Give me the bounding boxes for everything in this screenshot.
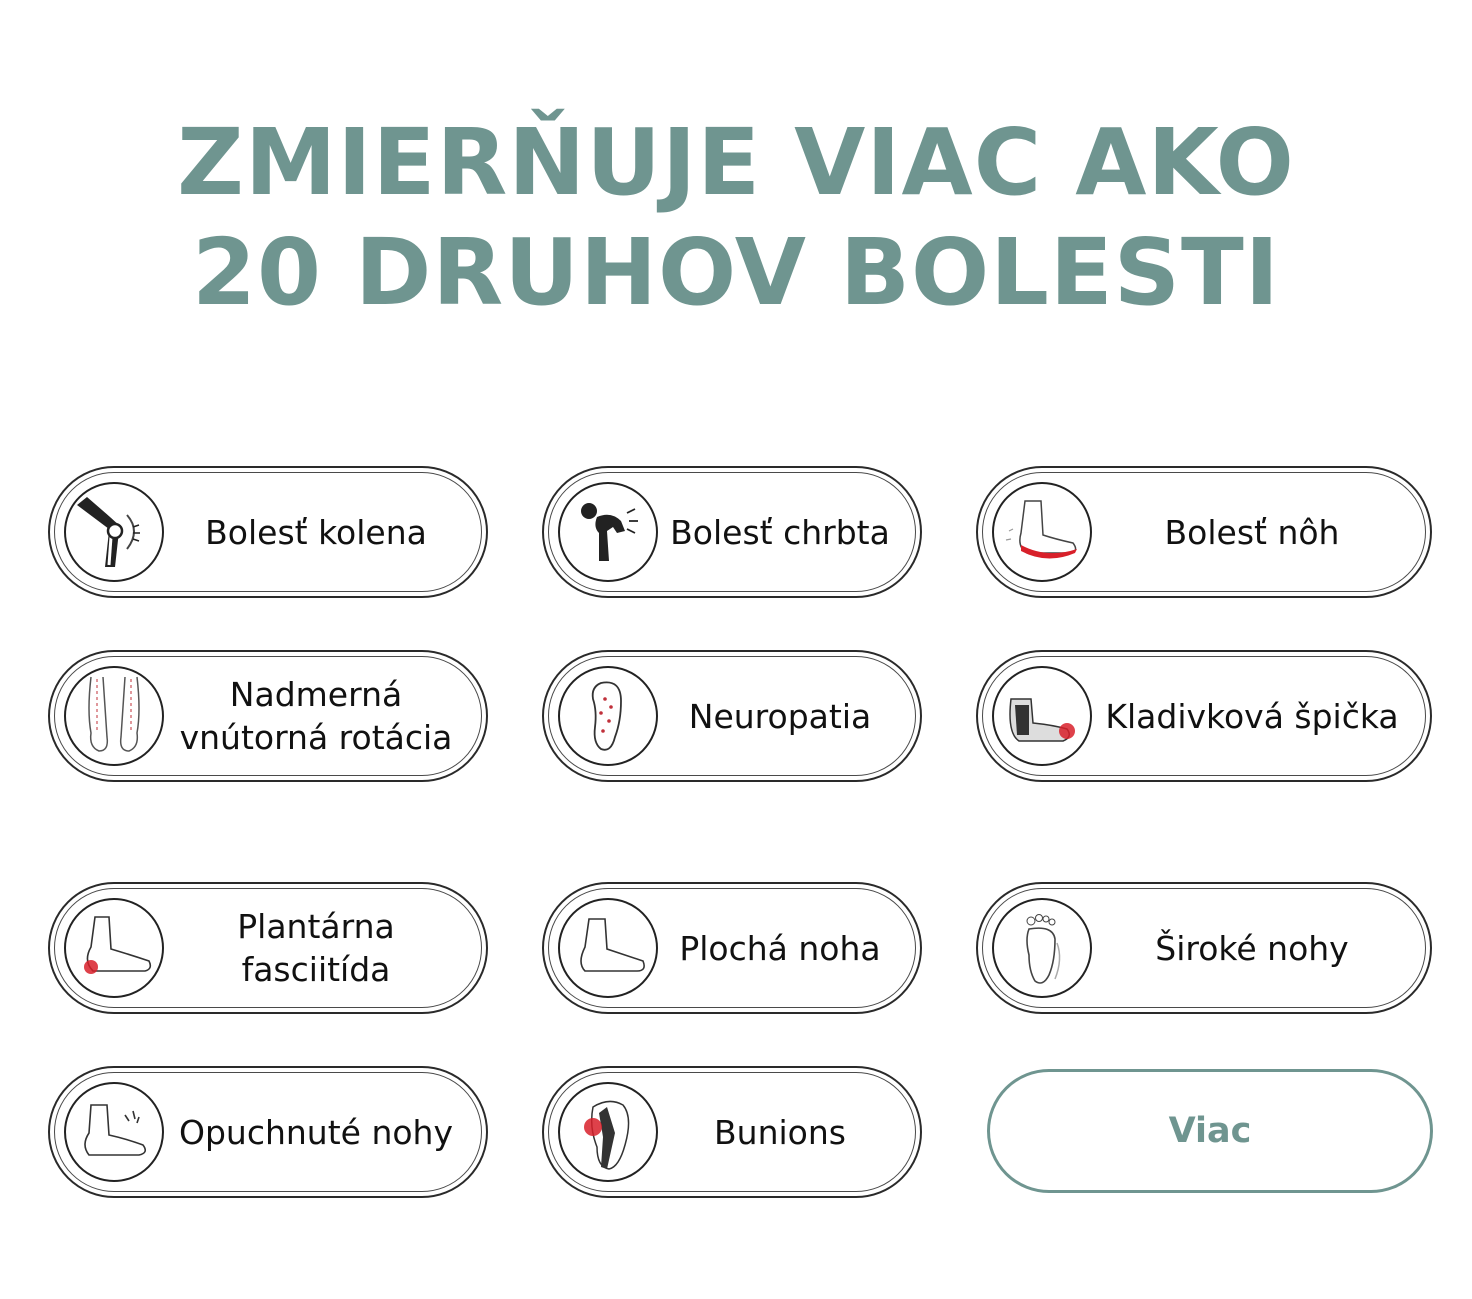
back-pain-icon: [558, 482, 658, 582]
condition-card-swollen-feet[interactable]: [48, 1066, 488, 1198]
condition-label: Bunions: [714, 1112, 846, 1152]
plantar-fasciitis-icon: [64, 898, 164, 998]
condition-card-feet[interactable]: [976, 466, 1432, 598]
condition-card-hammer-toe[interactable]: [976, 650, 1432, 782]
condition-label: Bolesť chrbta: [670, 512, 890, 552]
neuropathy-icon: [558, 666, 658, 766]
condition-card-wide-feet[interactable]: [976, 882, 1432, 1014]
foot-pain-icon: [992, 482, 1092, 582]
title-line-2: 20 DRUHOV BOLESTI: [192, 219, 1280, 326]
more-button[interactable]: Viac: [987, 1069, 1433, 1193]
condition-label: [162, 884, 470, 1012]
condition-label: Opuchnuté nohy: [178, 1112, 453, 1152]
flat-foot-icon: [558, 898, 658, 998]
condition-card-bunions[interactable]: [542, 1066, 922, 1198]
condition-card-flat-foot[interactable]: [542, 882, 922, 1014]
condition-label: Široké nohy: [1155, 928, 1349, 968]
bunion-icon: [558, 1082, 658, 1182]
knee-pain-icon: [64, 482, 164, 582]
condition-card-plantar-fasciitis[interactable]: [48, 882, 488, 1014]
condition-card-neuropathy[interactable]: [542, 650, 922, 782]
condition-card-overpronation[interactable]: [48, 650, 488, 782]
condition-label: Bolesť nôh: [1164, 512, 1340, 552]
condition-label-line-1: Plantárna: [237, 907, 395, 946]
overpronation-icon: [64, 666, 164, 766]
condition-label: Kladivková špička: [1105, 696, 1399, 736]
condition-label-line-2: fasciitída: [241, 950, 391, 989]
condition-card-knee[interactable]: [48, 466, 488, 598]
condition-label: Plochá noha: [679, 928, 881, 968]
condition-label-line-1: Nadmerná: [229, 675, 403, 714]
wide-feet-icon: [992, 898, 1092, 998]
condition-label: Neuropatia: [688, 696, 872, 736]
condition-label: [162, 652, 470, 780]
page-title: [0, 108, 1472, 328]
condition-card-back[interactable]: [542, 466, 922, 598]
condition-label: Bolesť kolena: [205, 512, 427, 552]
title-line-1: ZMIERŇUJE VIAC AKO: [177, 109, 1295, 216]
hammer-toe-icon: [992, 666, 1092, 766]
condition-label-line-2: vnútorná rotácia: [179, 718, 453, 757]
swollen-feet-icon: [64, 1082, 164, 1182]
